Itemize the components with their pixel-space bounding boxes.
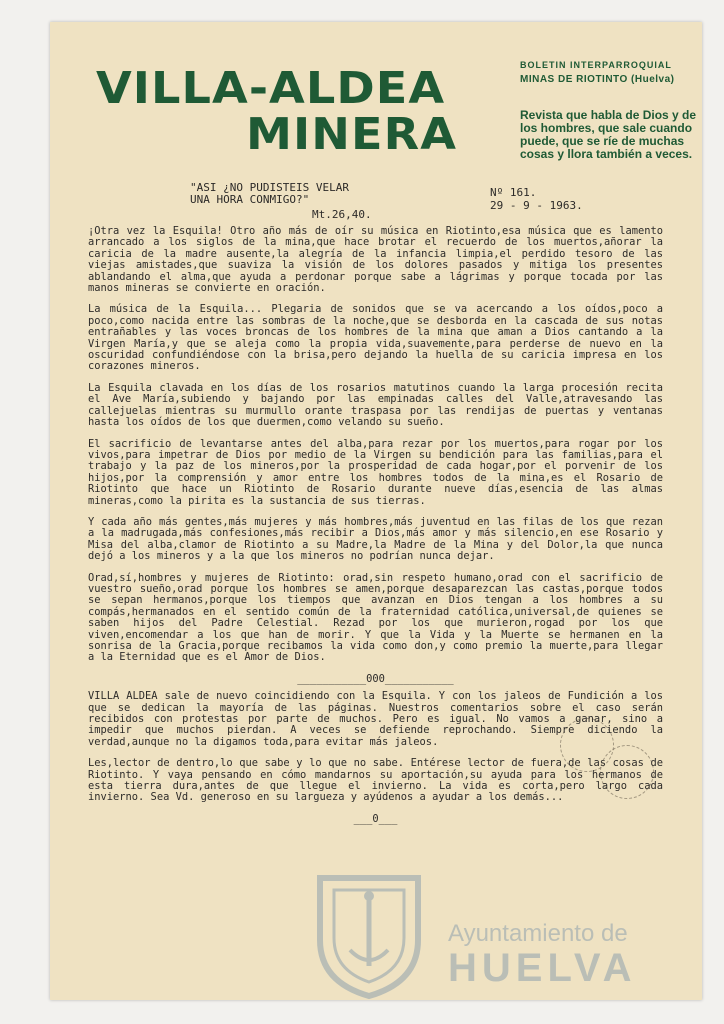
paragraph-4: El sacrificio de levantarse antes del alba,para rezar por los muertos,para rogar por los vivos,para impetrar de Dios por medio de la Virgen su bendición para las familias,para el trabajo y la paz de los mineros,por la prosperidad de cada hogar,por el porvenir de los hijos,por la comprensión y amor entre los hombres todos de la mina,es el Rosario de Riotinto que hace un Riotinto de Rosario durante nueve días,esencia de las almas mineras,como la pirita es la sustancia de sus tierras. — [88, 437, 663, 507]
postal-stamp-icon — [600, 745, 654, 799]
end-mark: ___0___ — [353, 812, 398, 825]
quote-line1: "ASI ¿NO PUDISTEIS VELAR — [190, 181, 349, 194]
watermark-line2: HUELVA — [448, 946, 637, 990]
masthead-line1: VILLA-ALDEA — [96, 63, 446, 114]
quote-citation: Mt.26,40. — [312, 208, 372, 221]
tagline: Revista que habla de Dios y de los hombres, que sale cuando puede, que se ríe de muchas cosas y llora también a veces. — [520, 108, 697, 161]
paragraph-1: ¡Otra vez la Esquila! Otro año más de oír su música en Riotinto,esa música que es lamento arrancado a los siglos de la mina,que hace brotar el recuerdo de los muertos,añorar la caricia de la madre ausente,la alegría de la infancia limpia,el perdido tesoro de las viejas amistades,que suaviza la visión de los dolores pasados y mitiga los presentes ablandando el alma,que ayuda a perdonar porque sabe a lágrimas y porque tocada por las manos mineras se convierte en oración. — [88, 225, 663, 295]
bulletin-label: BOLETIN INTERPARROQUIAL — [520, 60, 672, 70]
bulletin-place: MINAS DE RIOTINTO (Huelva) — [520, 74, 675, 85]
coat-of-arms-icon — [310, 870, 428, 1000]
quote-line2: UNA HORA CONMIGO?" — [190, 193, 310, 206]
masthead-title — [96, 63, 496, 160]
watermark-line1: Ayuntamiento de — [448, 920, 628, 947]
paragraph-3: La Esquila clavada en los días de los rosarios matutinos cuando la larga procesión recita el Ave María,subiendo y bajando por las empinadas calles del Valle,atravesando las callejuelas mientras su murmullo orante traspasa por las rendijas de puertas y ventanas hasta los oídos de los que duermen,como velando su sueño. — [88, 381, 663, 429]
paragraph-2: La música de la Esquila... Plegaria de sonidos que se va acercando a los oídos,poco a poco,como nacida entre las sombras de la noche,que se desborda en la cascada de sus notas entrañables y las voces broncas de los hombres de la mina que aman a Dios cantando a la Virgen María,y que se aleja como la propia vida,suavemente,para perderse de nuevo en la oscuridad confundiéndose con la brisa,pero dejando la huella de su caricia impresa en los corazones mineros. — [88, 303, 663, 373]
issue-date: 29 - 9 - 1963. — [490, 199, 583, 212]
paragraph-7: VILLA ALDEA sale de nuevo coincidiendo con la Esquila. Y con los jaleos de Fundición a los que se dedican la mayoría de las páginas. Nuestros comentarios sobre el caso serán recibidos con protestas por parte de muchos. Pero es igual. No vamos a ganar, sino a impedir que muchos pierdan. A veces se defiende reprochando. Siempre diciendo la verdad,aunque no la digamos toda,para evitar más jaleos. — [88, 690, 663, 748]
paragraph-6: Orad,sí,hombres y mujeres de Riotinto: orad,sin respeto humano,orad con el sacrificio de vuestro sueño,orad porque los hombres se amen,porque desaparezcan las castas,porque todos se sepan hermanos,porque los tiempos que avanzan en Dios tengan a los hombres a su compás,hermanados en el sentido común de la fraternidad católica,universal,de quienes se saben hijos del Padre Celestial. Rezad por los que murieron,rogad por los que viven,encomendar a los que han de morir. Y que la Vida y la Muerte se hermanen en la sonrisa de la Gracia,porque recibamos la vida como don,y como premio la muerte,para llegar a la Eternidad que es el Amor de Dios. — [88, 571, 663, 664]
masthead-line2: MINERA — [246, 109, 458, 160]
archive-watermark — [310, 870, 650, 1000]
issue-number: Nº 161. — [490, 186, 537, 199]
bulletin-info — [520, 60, 675, 85]
header-quote — [190, 182, 349, 206]
paragraph-5: Y cada año más gentes,más mujeres y más hombres,más juventud en las filas de los que rezan a la madrugada,más confesiones,más recibir a Dios,más amor y más silencio,en ese Rosario y Misa del alba,clamor de Riotinto a su Madre,la Madre de la Mina y del Dolor,la que nunca dejó a los mineros y a la que los mineros no podrían nunca dejar. — [88, 515, 663, 563]
issue-info — [490, 186, 583, 212]
section-separator: ___________000___________ — [297, 672, 454, 685]
paragraph-8: Les,lector de dentro,lo que sabe y lo que no sabe. Entérese lector de fuera,de las cosas de Riotinto. Y vaya pensando en cómo mandarnos su aportación,su ayuda para los hermanos de esta tierra dura,antes de que llegue el invierno. La vida es corta,pero largo cada invierno. Sea Vd. generoso en su largueza y ayúdenos a ayudar a los demás... — [88, 757, 663, 804]
